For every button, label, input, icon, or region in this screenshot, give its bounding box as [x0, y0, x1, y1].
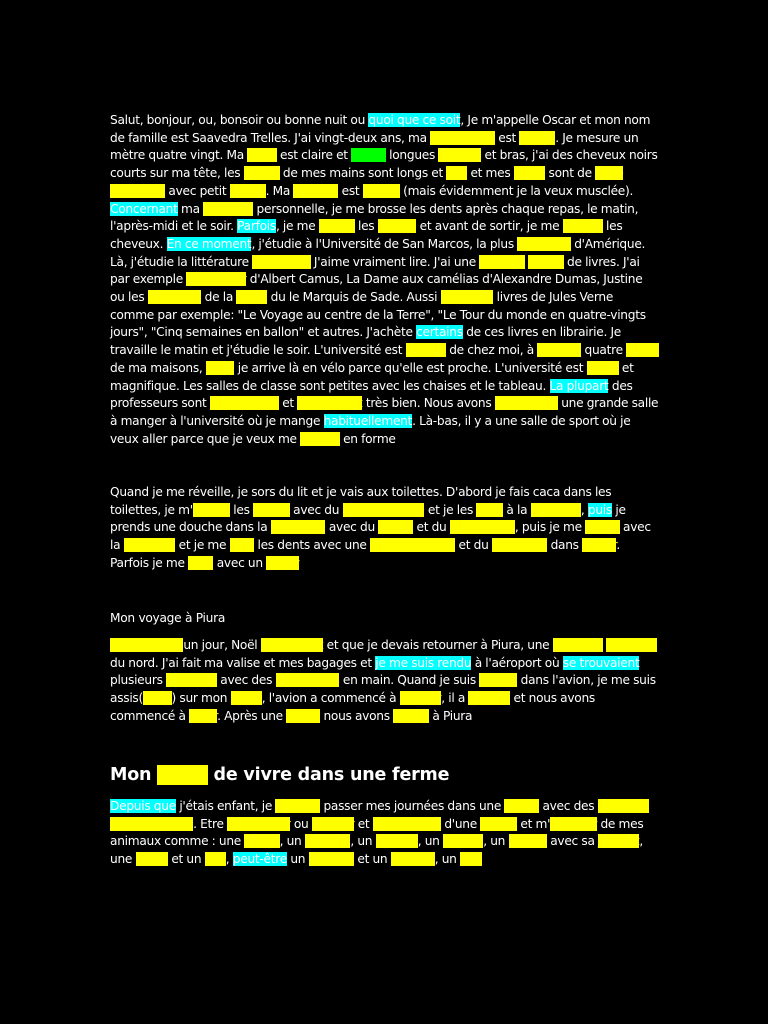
text-run: ma	[177, 201, 204, 216]
highlighted-term: habituellement	[323, 413, 413, 428]
text-run: , un	[417, 834, 444, 849]
highlighted-term: occuper	[550, 816, 598, 831]
text-run: j'étais enfant, je	[175, 799, 276, 813]
section-title-voyage	[110, 610, 660, 628]
text-run: de mes animaux comme : une	[110, 816, 644, 849]
text-run: ,	[580, 502, 588, 517]
highlighted-term: brosse à dents	[370, 538, 456, 553]
highlighted-term: fins	[446, 166, 468, 181]
paragraph-introduction	[110, 112, 660, 448]
highlighted-term: cheval	[508, 834, 547, 849]
text-run: en main. Quand je suis	[339, 673, 480, 688]
highlighted-term: parce que	[252, 254, 311, 269]
highlighted-term: heure	[286, 708, 321, 723]
highlighted-term: lointaine	[606, 638, 657, 652]
highlighted-term: atterri	[393, 708, 429, 723]
highlighted-term: sèche	[585, 520, 620, 535]
text-run: passer mes journées dans une	[320, 799, 505, 813]
highlighted-term: poule	[135, 852, 168, 867]
text-run: les	[354, 219, 378, 234]
paragraph-voyage-piura	[110, 637, 660, 726]
highlighted-term: voler	[189, 708, 218, 723]
highlighted-term: coupe	[318, 219, 355, 234]
highlighted-term: essuie	[192, 502, 230, 517]
highlighted-term: jette	[476, 502, 504, 517]
highlighted-term: peigne	[562, 219, 603, 234]
highlighted-term: rase	[188, 555, 214, 570]
highlighted-term: agneau	[390, 852, 435, 867]
highlighted-term: serviette	[123, 538, 176, 553]
text-run: à l'aéroport où	[471, 655, 563, 670]
text-run: les cheveux.	[110, 219, 623, 251]
text-run: de la	[201, 290, 237, 305]
highlighted-term: jument	[598, 834, 640, 849]
highlighted-term: stabre	[362, 183, 400, 198]
text-run: et avant de sortir, je me	[416, 219, 563, 234]
highlighted-term: canard	[443, 834, 484, 849]
highlighted-term: étagère	[479, 254, 525, 269]
highlighted-term: puis	[587, 502, 612, 517]
text-run: nous avons	[320, 708, 394, 723]
text-run: avec du	[289, 502, 343, 517]
highlighted-term: taureau	[304, 834, 351, 849]
text-run: Salut, bonjour, ou, bonsoir ou bonne nuit ou	[110, 113, 369, 127]
highlighted-term: touristes	[166, 673, 217, 688]
text-run: sont de	[545, 166, 596, 181]
highlighted-term: shampoing	[449, 520, 515, 535]
text-run: les	[229, 502, 254, 517]
highlighted-term: donc	[205, 360, 235, 375]
highlighted-term: pieds	[513, 166, 546, 181]
highlighted-term: poitrine	[293, 183, 339, 198]
highlighted-term: ancienne	[517, 236, 571, 251]
text-run: ) sur mon	[171, 691, 231, 706]
highlighted-term: assis	[142, 691, 172, 706]
highlighted-term: jambes	[438, 148, 482, 163]
paragraph-ferme	[110, 798, 660, 869]
highlighted-term: vaste	[586, 360, 619, 375]
text-run: du le Marquis de Sade. Aussi	[267, 290, 441, 305]
text-run: . Après une	[217, 708, 287, 723]
text-run: . Là-bas, il y a une salle de sport où je veux aller parce que je veux me	[110, 413, 631, 446]
highlighted-term: mince	[519, 130, 556, 145]
text-run: et mes	[467, 166, 514, 181]
highlighted-term: se trouvaient	[562, 655, 640, 670]
highlighted-term: animaux de compagnie	[110, 799, 649, 831]
text-run: avec des	[539, 799, 598, 813]
highlighted-term: dentifrice	[491, 538, 548, 553]
text-run: Quand je me réveille, je sors du lit et je vais aux toilettes. D'abord je fais caca dans les toilettes, je m'	[110, 485, 612, 517]
text-run: avec des	[216, 673, 276, 688]
text-run: et je me	[175, 538, 230, 553]
highlighted-term: agriculteur	[227, 816, 291, 831]
text-run: d'Amérique. Là, j'étudie la littérature	[110, 236, 646, 269]
text-run: et	[354, 816, 373, 831]
text-run: J'aime vraiment lire. J'ai une	[310, 254, 480, 269]
highlighted-term: En ce moment	[166, 236, 252, 251]
highlighted-term: Depuis que	[110, 799, 176, 813]
highlighted-term: rasoir	[266, 555, 300, 570]
highlighted-term: Il s'avère qu'	[110, 638, 184, 652]
text-run: des professeurs sont	[110, 378, 633, 411]
highlighted-term: corpulence	[430, 130, 495, 145]
text-run: est	[338, 183, 363, 198]
text-run: est	[494, 130, 520, 145]
text-run: avec petit	[165, 183, 230, 198]
text-run: , il a	[441, 691, 469, 706]
highlighted-term: mouton	[308, 852, 354, 867]
text-run: très bien. Nous avons	[362, 396, 495, 411]
text-run: longues	[385, 148, 439, 163]
text-run: , j'étudie à l'Université de San Marcos, la plus	[251, 236, 518, 251]
text-run: , une	[110, 834, 643, 867]
text-run: et magnifique. Les salles de classe sont petites avec les chaises et le tableau.	[110, 360, 634, 393]
text-run: (mais évidemment je la veux musclée).	[399, 183, 634, 198]
text-run: , l'avion a commencé à	[261, 691, 400, 706]
highlighted-term: lave	[229, 538, 255, 553]
highlighted-term: environ	[537, 343, 582, 358]
highlighted-term: Parfois	[237, 219, 276, 234]
highlighted-term: doigts	[243, 166, 280, 181]
highlighted-term: taille moyenne	[110, 166, 624, 198]
highlighted-term: proche	[405, 343, 446, 358]
text-run: et un	[167, 852, 205, 867]
highlighted-term: siège	[230, 691, 262, 706]
highlighted-term: plusieurs	[440, 290, 494, 305]
text-run: et un	[353, 852, 391, 867]
highlighted-term: pleine	[528, 254, 564, 269]
text-run: un	[286, 852, 309, 867]
text-run: personnelle, je me brosse les dents après chaque repas, le matin, l'après-midi et le soir.	[110, 201, 639, 234]
paragraph-morning-routine	[110, 484, 660, 573]
highlighted-term: L'étranger	[186, 272, 247, 287]
text-run: . Je mesure un mètre quatre vingt. Ma	[110, 130, 639, 163]
highlighted-term: l'évier	[582, 538, 617, 553]
text-run: avec du	[325, 520, 379, 535]
highlighted-term: ane	[459, 852, 482, 867]
text-run: , puis je me	[514, 520, 586, 535]
highlighted-term: cochon	[375, 834, 418, 849]
highlighted-term: ongles	[377, 219, 417, 234]
highlighted-term: enseignent	[297, 396, 363, 411]
highlighted-term: certains	[416, 325, 463, 340]
text-run: ,	[225, 852, 233, 867]
text-run: je arrive là en vélo parce qu'elle est proche. L'université est	[234, 360, 587, 375]
text-run: ou	[290, 816, 312, 831]
text-run: dans l'avion, je me suis assis(	[110, 673, 656, 706]
highlighted-term: pensais	[275, 799, 321, 813]
text-run: de livres. J'ai par exemple	[110, 254, 640, 287]
highlighted-term: propriétaire	[372, 816, 441, 831]
text-run: avec sa	[546, 834, 599, 849]
text-run: avec un	[213, 555, 267, 570]
text-run: Mon voyage à Piura	[110, 611, 226, 625]
text-run: , un	[350, 834, 376, 849]
highlighted-term: décollé	[468, 691, 511, 706]
text-run: plusieurs	[110, 673, 167, 688]
highlighted-term: mettre	[300, 431, 340, 446]
text-run: et du	[413, 520, 450, 535]
text-run: un jour, Noël	[183, 638, 261, 652]
text-run: de vivre dans une ferme	[207, 765, 450, 785]
text-run: , un	[483, 834, 509, 849]
highlighted-term: peau	[247, 148, 277, 163]
highlighted-term: Concernant	[110, 201, 178, 216]
highlighted-term: orteils	[229, 183, 266, 198]
text-run: de ces livres en librairie. Je travaille le matin et j'étudie le soir. L'université est	[110, 325, 621, 358]
text-run: , je me	[275, 219, 319, 234]
highlighted-term: coq	[204, 852, 226, 867]
text-run: . Ma	[265, 183, 294, 198]
highlighted-term: savon	[378, 520, 414, 535]
highlighted-term: fesses	[253, 502, 290, 517]
text-run: du nord. J'ai fait ma valise et mes bagages et	[110, 655, 376, 670]
highlighted-term: j'ai de	[351, 148, 386, 163]
text-run: , un	[434, 852, 460, 867]
highlighted-term: papier toilette	[342, 502, 425, 517]
text-run: et m'	[517, 816, 551, 831]
text-run: à la	[503, 502, 531, 517]
highlighted-term: bouger	[399, 691, 442, 706]
highlighted-term: désir	[158, 765, 207, 785]
text-run: de mes mains sont longs et	[279, 166, 447, 181]
section-heading-ferme	[110, 764, 660, 786]
highlighted-term: passeports	[275, 673, 340, 688]
text-run: est claire et	[276, 148, 352, 163]
highlighted-term: vache	[244, 834, 280, 849]
highlighted-term: peut-être	[232, 852, 287, 867]
text-run: et	[278, 396, 298, 411]
text-run: et que je devais retourner à Piura, une	[323, 638, 553, 652]
highlighted-term: fermier	[311, 816, 355, 831]
highlighted-term: baignoire	[270, 520, 326, 535]
highlighted-term: formidables	[209, 396, 279, 411]
highlighted-term: vertu	[236, 290, 268, 305]
text-run: et nous avons commencé à	[110, 691, 595, 723]
highlighted-term: pâtés	[626, 343, 659, 358]
text-run: à Piura	[428, 708, 473, 723]
text-run: dans	[547, 538, 583, 553]
text-run: et bras, j'ai des cheveux noirs courts sur ma tête, les	[110, 148, 658, 181]
highlighted-term: poubelle	[530, 502, 581, 517]
text-run: quatre	[581, 343, 627, 358]
text-run: , un	[279, 834, 305, 849]
highlighted-term: ferme	[504, 799, 540, 813]
text-run: . Parfois je me	[110, 538, 620, 570]
text-run: livres de Jules Verne comme par exemple: "Le Voyage au centre de la Terre", "Le Tour du monde en quatre-vingts jours", "Cinq semaines en ballon" et autres. J'achète	[110, 290, 646, 340]
highlighted-term: monté	[479, 673, 518, 688]
highlighted-term: je me suis rendu	[375, 655, 472, 670]
text-run: de chez moi, à	[445, 343, 538, 358]
highlighted-term: Malheurs	[147, 290, 202, 305]
highlighted-term: quoi que ce soit	[368, 113, 461, 127]
highlighted-term: également	[494, 396, 558, 411]
highlighted-term: propreté	[203, 201, 254, 216]
text-run: avec la	[110, 520, 651, 553]
text-run: , Je m'appelle Oscar et mon nom de famille est Saavedra Trelles. J'ai vingt-deux ans, ma	[110, 113, 651, 145]
text-run: . Etre	[193, 816, 228, 831]
text-run: d'Albert Camus, La Dame aux camélias d'Alexandre Dumas, Justine ou les	[110, 272, 643, 305]
highlighted-term: La plupart	[549, 378, 609, 393]
text-run: une grande salle à manger à l'université où je mange	[110, 396, 659, 428]
highlighted-term: étable	[480, 816, 518, 831]
highlighted-term: province	[552, 638, 603, 652]
highlighted-term: approchait	[260, 638, 324, 652]
text-run: d'une	[440, 816, 481, 831]
text-run: de ma maisons,	[110, 360, 206, 375]
text-run: je prends une douche dans la	[110, 502, 626, 535]
text-run: Mon	[110, 765, 158, 785]
text-run: en forme	[339, 431, 396, 446]
text-run: les dents avec une	[254, 538, 371, 553]
text-run: et je les	[424, 502, 477, 517]
text-run: et du	[455, 538, 492, 553]
